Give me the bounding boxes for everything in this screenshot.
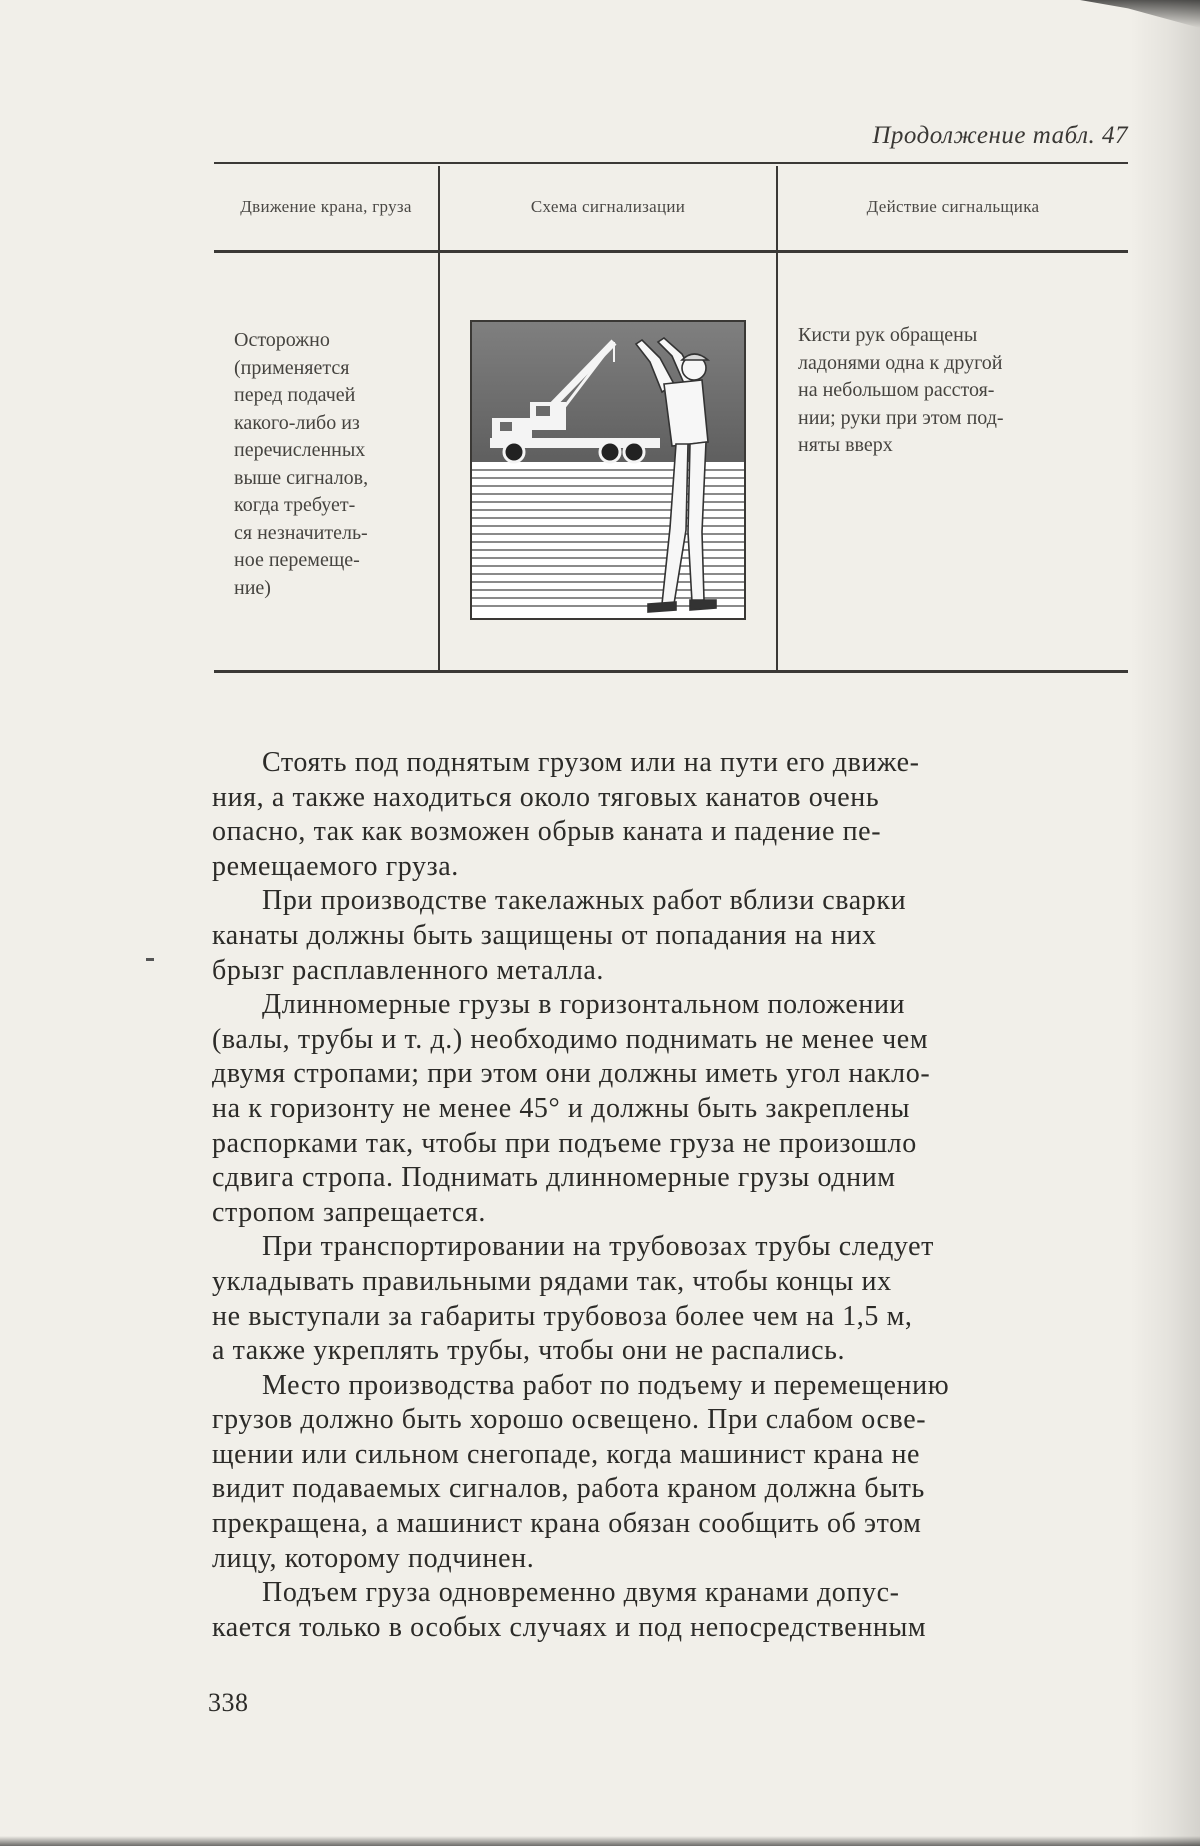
signal-illustration [470,320,746,620]
body-text [212,746,1122,1645]
table-header-rule [214,250,1128,253]
paragraph: При производстве такелажных работ вблизи сварки канаты должны быть защищены от попадания на них брызг расплавленного металла. [212,885,907,986]
paragraph: Стоять под поднятым грузом или на пути его движе- ния, а также находиться около тяговых канатов очень опасно, так как возможен обрыв каната и падение пе- ремещаемого груза. [212,747,920,882]
paragraph: Длинномерные грузы в горизонтальном положении (валы, трубы и т. д.) необходимо поднимать не менее чем двумя стропами; при этом они должны иметь угол накло- на к горизонту не менее 45° и должны быть закреплены распорками так, чтобы при подъеме груза не произошло сдвига стропа. Поднимать длинномерные грузы одним стропом запрещается. [212,989,931,1228]
paragraph: Место производства работ по подъему и перемещению грузов должно быть хорошо освещено. При слабом осве- щении или сильном снегопаде, когда машинист крана не видит подаваемых сигналов, работа краном должна быть прекращена, а машинист крана обязан сообщить об этом лицу, которому подчинен. [212,1369,950,1574]
header-scheme: Схема сигнализации [530,196,686,216]
page-number: 338 [208,1688,249,1717]
paragraph: При транспортировании на трубовозах трубы следует укладывать правильными рядами так, чтобы концы их не выступали за габариты трубовоза более чем на 1,5 м, а также укреплять трубы, чтобы они не распались. [212,1231,935,1367]
crane-signal-figure [472,322,744,618]
table-continuation-label: Продолжение табл. 47 [872,122,1128,149]
header-action: Действие сигнальщика [866,196,1040,216]
signal-table [214,162,1128,676]
header-movement: Движение крана, груза [240,196,412,216]
table-bottom-rule [214,670,1128,673]
row-movement-cell: Осторожно (применяется перед подачей какого-либо из перечисленных выше сигналов, когда требует- ся незначитель- ное перемеще- ние) [234,329,369,599]
margin-mark [146,958,154,961]
row-action-cell: Кисти рук обращены ладонями одна к другой на небольшом расстоя- нии; руки при этом под- няты вверх [798,324,1004,456]
page-edge-shadow [1130,0,1200,1846]
paragraph: Подъем груза одновременно двумя кранами допус- кается только в особых случаях и под непосредственным [212,1577,927,1643]
page-bottom-edge [0,1836,1200,1846]
